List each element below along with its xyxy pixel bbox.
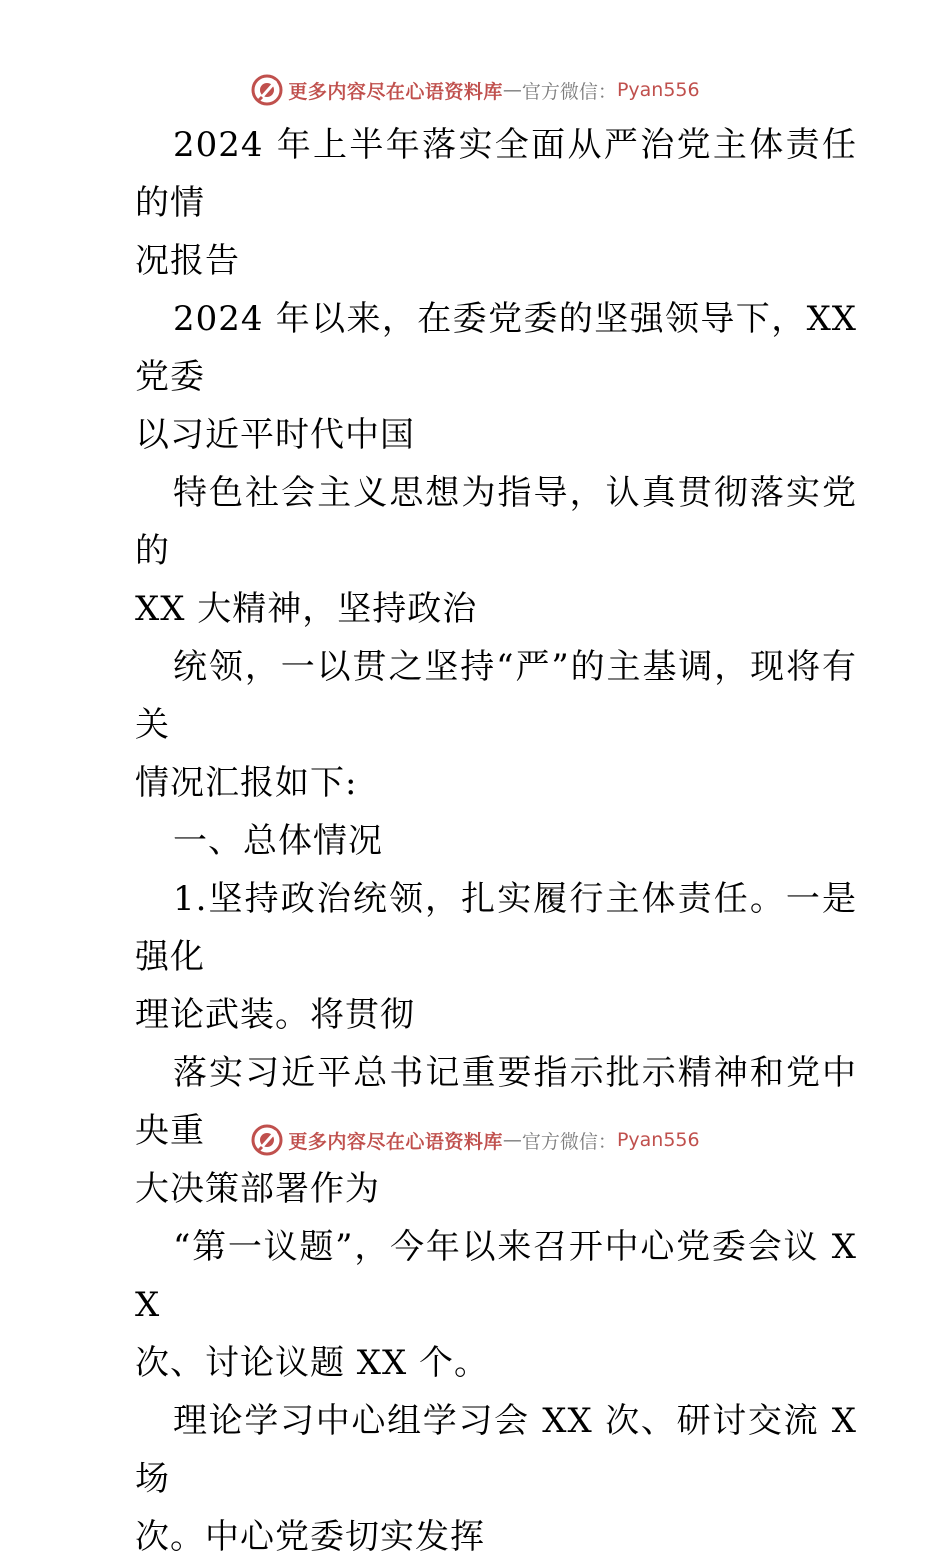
pen-logo-icon [250, 73, 284, 107]
text-line: “第一议题”，今年以来召开中心党委会议 XX [135, 1227, 857, 1325]
document-body [97, 116, 857, 1566]
text-line: 2024 年上半年落实全面从严治党主体责任的情 [135, 125, 857, 223]
footer-watermark [0, 1120, 950, 1160]
text-line: 况报告 [135, 241, 240, 281]
pen-logo-icon [250, 1123, 284, 1157]
text-line: 以习近平时代中国 [135, 415, 415, 455]
watermark-dash: — [502, 79, 522, 101]
header-watermark [0, 70, 950, 110]
watermark-sub-text: 官方微信： [521, 1130, 617, 1153]
text-line: 次。中心党委切实发挥 [135, 1517, 485, 1557]
text-line: 理论学习中心组学习会 XX 次、研讨交流 X 场 [135, 1401, 857, 1499]
watermark-main-text: 更多内容尽在心语资料库 [288, 1130, 503, 1153]
text-line: 次、讨论议题 XX 个。 [135, 1343, 490, 1383]
text-line: 落实习近平总书记重要指示批示精神和党中央重 [135, 1053, 857, 1151]
text-line: 统领，一以贯之坚持“严”的主基调，现将有关 [135, 647, 857, 745]
text-line: 情况汇报如下: [135, 763, 358, 803]
text-line: 特色社会主义思想为指导，认真贯彻落实党的 [135, 473, 857, 571]
text-line: 1.坚持政治统领，扎实履行主体责任。一是强化 [135, 879, 857, 977]
text-line: 2024 年以来，在委党委的坚强领导下，XX 党委 [135, 299, 857, 397]
watermark-wechat-id: Pyan556 [616, 1129, 700, 1151]
watermark-sub-text: 官方微信： [521, 80, 617, 103]
watermark-wechat-id: Pyan556 [616, 79, 700, 101]
text-line: XX 大精神，坚持政治 [135, 589, 478, 629]
document-text [97, 116, 857, 1566]
watermark-dash: — [502, 1129, 522, 1151]
watermark-main-text: 更多内容尽在心语资料库 [288, 80, 503, 103]
text-line: 理论武装。将贯彻 [135, 995, 415, 1035]
text-line: 大决策部署作为 [135, 1169, 380, 1209]
section-heading: 一、总体情况 [173, 821, 383, 861]
